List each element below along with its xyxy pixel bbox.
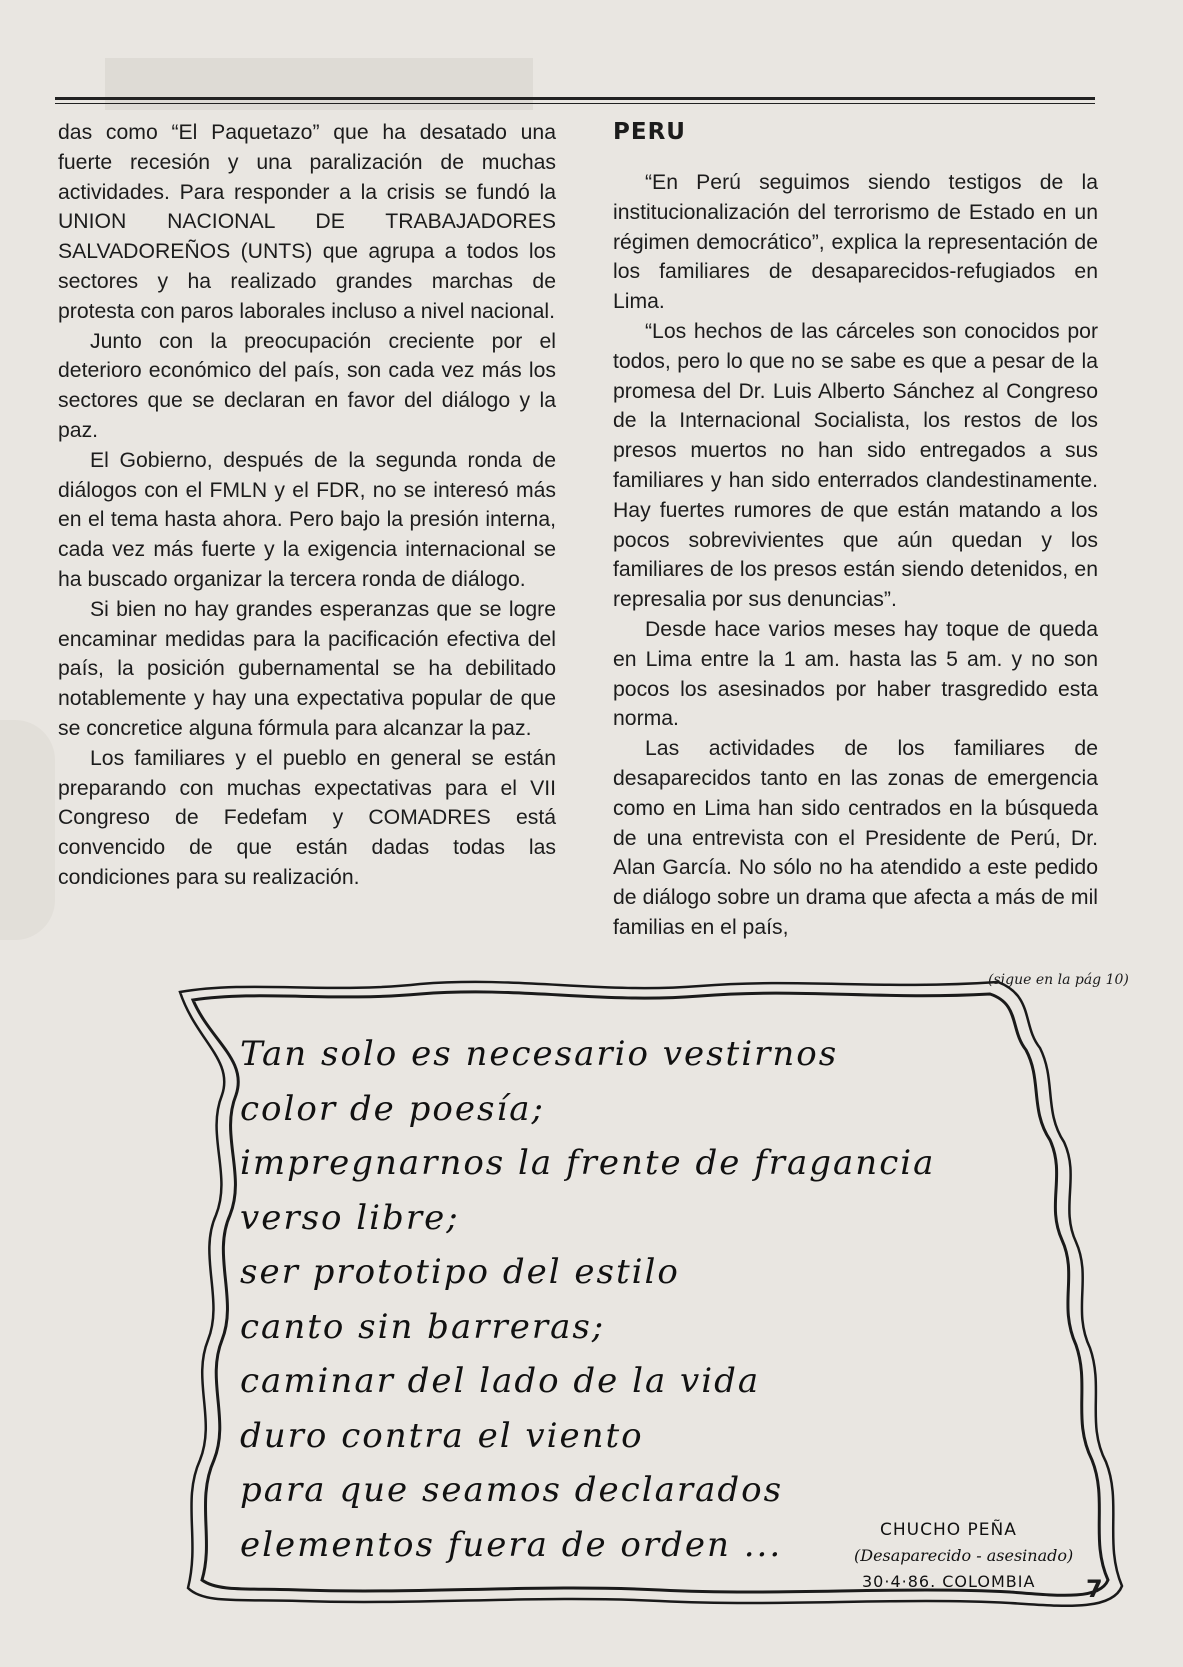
paragraph: “Los hechos de las cárceles son conocidos por todos, pero lo que no se sabe es que a pesar de la promesa del Dr. Luis Alberto Sánchez al Congreso de la Internacional Socialista, los restos de los presos muertos no han sido entregados a sus familiares y han sido enterrados clandestinamente. Hay fuertes rumores de que están matando a los pocos sobrevivientes que aún quedan y los familiares de los presos están siendo detenidos, en represalia por sus denuncias”. (613, 319, 1098, 612)
paragraph: Desde hace varios meses hay toque de queda en Lima entre la 1 am. hasta las 5 am. y no son pocos los asesinados por haber trasgredido esta norma. (613, 617, 1098, 731)
poem-line: duro contra el viento (240, 1415, 644, 1456)
poem-author: CHUCHO PEÑA (880, 1520, 1017, 1540)
paragraph: Los familiares y el pueblo en general se están preparando con muchas expectativas para el VII Congreso de Fedefam y COMADRES está convencido de que están dadas todas las condiciones para su realización. (58, 746, 556, 889)
poem-line: color de poesía; (240, 1088, 546, 1129)
paragraph: Junto con la preocupación creciente por el deterioro económico del país, son cada vez más los sectores que se declaran en favor del diálogo y la paz. (58, 329, 556, 442)
paragraph: das como “El Paquetazo” que ha desatado una fuerte recesión y una paralización de muchas actividades. Para responder a la crisis se fundó la UNION NACIONAL DE TRABAJADORES SALVADOREÑOS (UNTS) que agrupa a todos los sectores y ha realizado grandes marchas de protesta con paros laborales incluso a nivel nacional. (58, 121, 556, 323)
poem-author-note: (Desaparecido - asesinado) (854, 1546, 1074, 1565)
poem-line: verso libre; (240, 1197, 460, 1238)
poem-line: Tan solo es necesario vestirnos (240, 1034, 839, 1074)
paragraph: Si bien no hay grandes esperanzas que se logre encaminar medidas para la pacificación efectiva del país, la posición gubernamental se ha debilitado notablemente y hay una expectativa popular de que se concretice alguna fórmula para alcanzar la paz. (58, 597, 556, 740)
section-heading: PERU (613, 119, 686, 145)
paragraph: “En Perú seguimos siendo testigos de la institucionalización del terrorismo de Estado en un régimen democrático”, explica la representación de los familiares de desaparecidos-refugiados en Lima. (613, 171, 1098, 314)
poem-line: para que seamos declarados (240, 1470, 784, 1510)
paragraph: Las actividades de los familiares de desaparecidos tanto en las zonas de emergencia como en Lima han sido centrados en la búsqueda de una entrevista con el Presidente de Perú, Dr. Alan García. No sólo no ha atendido a este pedido de diálogo sobre un drama que afecta a más de mil familias en el país, (613, 737, 1098, 939)
paragraph: El Gobierno, después de la segunda ronda de diálogos con el FMLN y el FDR, no se interesó más en el tema hasta ahora. Pero bajo la presión interna, cada vez más fuerte y la exigencia internacional se ha buscado organizar la tercera ronda de diálogo. (58, 448, 556, 591)
handwritten-poem (240, 1027, 960, 1572)
page-number: 7 (1086, 1575, 1103, 1603)
poem-date-place: 30·4·86. COLOMBIA (862, 1572, 1036, 1591)
poem-line: impregnarnos la frente de fragancia (240, 1143, 936, 1183)
poem-line: ser prototipo del estilo (240, 1252, 680, 1292)
poem-line: canto sin barreras; (240, 1306, 606, 1347)
continued-note: (sigue en la pág 10) (988, 972, 1129, 988)
poem-line: caminar del lado de la vida (240, 1361, 761, 1401)
poem-line: elementos fuera de orden ... (240, 1524, 783, 1565)
